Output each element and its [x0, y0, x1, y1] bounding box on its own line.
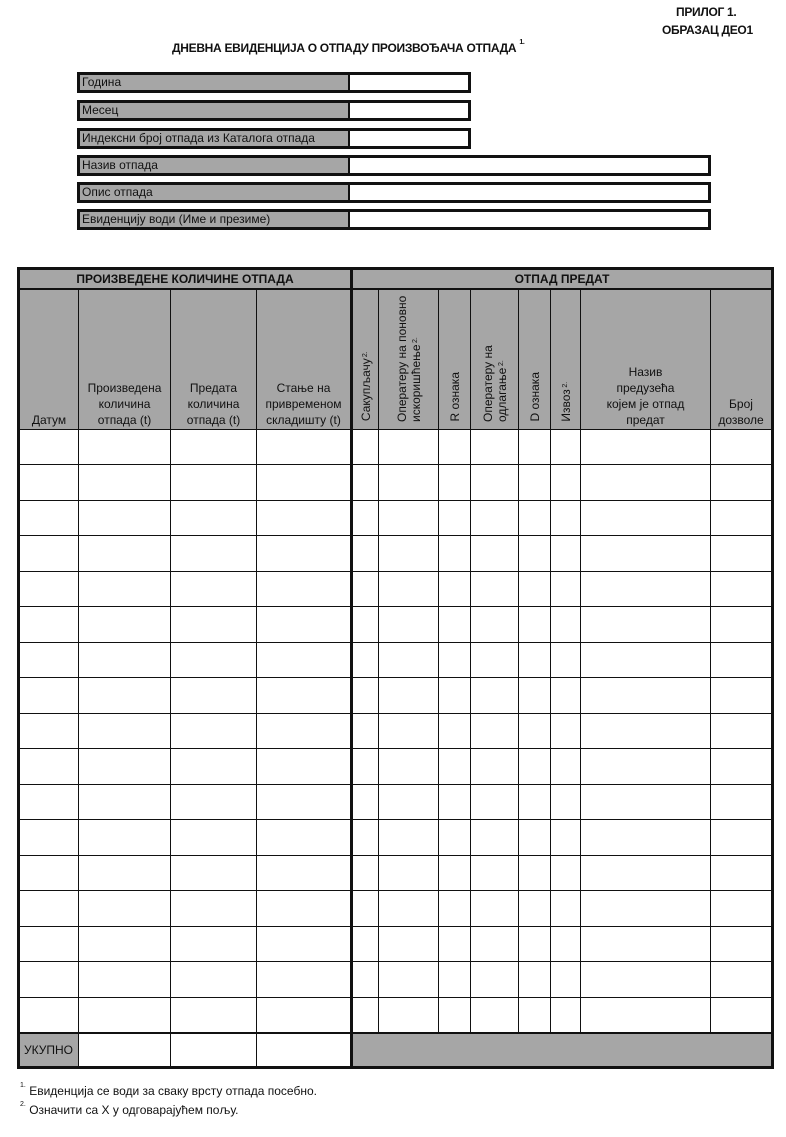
table-cell[interactable] [379, 429, 439, 465]
table-cell[interactable] [352, 500, 379, 536]
table-cell[interactable] [439, 429, 471, 465]
table-row [19, 500, 773, 536]
table-cell[interactable] [379, 749, 439, 785]
table-cell[interactable] [471, 926, 519, 962]
table-cell[interactable] [171, 926, 257, 962]
table-cell[interactable] [352, 855, 379, 891]
table-cell[interactable] [19, 855, 79, 891]
table-cell[interactable] [519, 926, 551, 962]
year-input[interactable] [350, 75, 468, 90]
footnote-1: $^{1.}$ Евиденција се води за сваку врсту отпада посебно. [20, 1082, 317, 1098]
table-cell[interactable] [551, 784, 581, 820]
table-cell[interactable] [257, 571, 352, 607]
table-cell[interactable] [19, 536, 79, 572]
index-input[interactable] [350, 131, 468, 146]
table-cell[interactable] [352, 997, 379, 1033]
table-cell[interactable] [19, 784, 79, 820]
table-cell[interactable] [519, 784, 551, 820]
col-collector: Сакупљачу $^{2.}$ [352, 289, 379, 430]
recorded-by-input[interactable] [350, 212, 708, 227]
table-cell[interactable] [581, 784, 711, 820]
table-cell[interactable] [257, 678, 352, 714]
month-input[interactable] [350, 103, 468, 118]
table-cell[interactable] [581, 642, 711, 678]
table-cell[interactable] [581, 820, 711, 856]
table-cell[interactable] [581, 607, 711, 643]
table-cell[interactable] [79, 678, 171, 714]
table-row [19, 607, 773, 643]
table-row [19, 678, 773, 714]
table-cell[interactable] [79, 997, 171, 1033]
table-cell[interactable] [379, 926, 439, 962]
table-cell[interactable] [711, 926, 773, 962]
table-cell[interactable] [551, 429, 581, 465]
table-cell[interactable] [471, 465, 519, 501]
table-cell[interactable] [581, 855, 711, 891]
table-cell[interactable] [19, 749, 79, 785]
table-cell[interactable] [439, 607, 471, 643]
table-cell[interactable] [551, 962, 581, 998]
table-cell[interactable] [519, 642, 551, 678]
table-row [19, 784, 773, 820]
table-cell[interactable] [551, 997, 581, 1033]
table-cell[interactable] [551, 571, 581, 607]
table-cell[interactable] [171, 500, 257, 536]
col-r-mark: R ознака [439, 289, 471, 430]
table-cell[interactable] [79, 713, 171, 749]
table-cell[interactable] [19, 997, 79, 1033]
table-cell[interactable] [352, 678, 379, 714]
page-title: ДНЕВНА ЕВИДЕНЦИЈА О ОТПАДУ ПРОИЗВОЂАЧА ОТПАДА $^{1.}$ [172, 39, 525, 55]
table-cell[interactable] [581, 678, 711, 714]
table-cell[interactable] [257, 997, 352, 1033]
table-cell[interactable] [19, 607, 79, 643]
table-row [19, 749, 773, 785]
table-cell[interactable] [439, 571, 471, 607]
table-cell[interactable] [471, 784, 519, 820]
table-cell[interactable] [352, 820, 379, 856]
field-waste-name [77, 155, 711, 176]
table-row [19, 891, 773, 927]
col-stock: Стање на привременом складишту (t) [257, 289, 352, 430]
group-header-produced: ПРОИЗВЕДЕНЕ КОЛИЧИНЕ ОТПАДА [19, 269, 352, 289]
table-cell[interactable] [551, 500, 581, 536]
table-cell[interactable] [379, 713, 439, 749]
total-blank [352, 1033, 773, 1068]
table-cell[interactable] [551, 749, 581, 785]
field-waste-description [77, 182, 711, 203]
total-stock-cell[interactable] [257, 1033, 352, 1068]
field-index [77, 128, 471, 149]
table-cell[interactable] [711, 642, 773, 678]
table-cell[interactable] [471, 500, 519, 536]
table-cell[interactable] [379, 571, 439, 607]
total-produced-cell[interactable] [79, 1033, 171, 1068]
table-cell[interactable] [711, 536, 773, 572]
table-cell[interactable] [19, 500, 79, 536]
table-cell[interactable] [171, 536, 257, 572]
field-month [77, 100, 471, 121]
table-cell[interactable] [551, 536, 581, 572]
table-cell[interactable] [171, 642, 257, 678]
table-cell[interactable] [171, 891, 257, 927]
table-cell[interactable] [711, 962, 773, 998]
table-cell[interactable] [551, 891, 581, 927]
table-cell[interactable] [519, 820, 551, 856]
table-cell[interactable] [379, 997, 439, 1033]
table-row [19, 536, 773, 572]
table-cell[interactable] [471, 536, 519, 572]
waste-log-table [17, 267, 774, 1069]
table-cell[interactable] [519, 536, 551, 572]
table-row [19, 642, 773, 678]
table-cell[interactable] [471, 962, 519, 998]
table-cell[interactable] [439, 642, 471, 678]
col-produced: Произведена количина отпада (t) [79, 289, 171, 430]
table-cell[interactable] [439, 784, 471, 820]
table-cell[interactable] [79, 749, 171, 785]
table-cell[interactable] [171, 784, 257, 820]
table-cell[interactable] [519, 713, 551, 749]
table-cell[interactable] [581, 891, 711, 927]
table-cell[interactable] [171, 962, 257, 998]
table-cell[interactable] [471, 820, 519, 856]
field-label: Опис отпада [80, 185, 350, 200]
table-cell[interactable] [519, 465, 551, 501]
table-cell[interactable] [439, 891, 471, 927]
table-cell[interactable] [257, 749, 352, 785]
table-cell[interactable] [581, 429, 711, 465]
footnote-2: $^{2.}$ Означити са X у одговарајућем пољу. [20, 1101, 239, 1117]
table-row [19, 997, 773, 1033]
table-cell[interactable] [79, 465, 171, 501]
table-cell[interactable] [519, 962, 551, 998]
table-cell[interactable] [581, 465, 711, 501]
table-cell[interactable] [19, 926, 79, 962]
table-cell[interactable] [352, 749, 379, 785]
table-cell[interactable] [581, 962, 711, 998]
table-cell[interactable] [711, 891, 773, 927]
table-cell[interactable] [171, 749, 257, 785]
table-cell[interactable] [581, 571, 711, 607]
table-cell[interactable] [19, 642, 79, 678]
table-cell[interactable] [79, 784, 171, 820]
table-cell[interactable] [79, 500, 171, 536]
field-year [77, 72, 471, 93]
table-cell[interactable] [379, 820, 439, 856]
table-cell[interactable] [171, 820, 257, 856]
table-cell[interactable] [171, 855, 257, 891]
table-cell[interactable] [551, 820, 581, 856]
field-label: Месец [80, 103, 350, 118]
table-cell[interactable] [471, 571, 519, 607]
table-cell[interactable] [439, 997, 471, 1033]
waste-name-input[interactable] [350, 158, 708, 173]
table-cell[interactable] [551, 855, 581, 891]
table-cell[interactable] [711, 571, 773, 607]
table-cell[interactable] [551, 926, 581, 962]
table-cell[interactable] [519, 429, 551, 465]
table-cell[interactable] [79, 962, 171, 998]
table-cell[interactable] [439, 962, 471, 998]
col-recovery: Оператеру на поновно искоришћење $^{2.}$ [379, 289, 439, 430]
col-d-mark: D ознака [519, 289, 551, 430]
table-cell[interactable] [471, 997, 519, 1033]
table-cell[interactable] [257, 784, 352, 820]
table-row [19, 962, 773, 998]
table-cell[interactable] [439, 465, 471, 501]
table-cell[interactable] [171, 571, 257, 607]
table-cell[interactable] [551, 465, 581, 501]
table-cell[interactable] [171, 997, 257, 1033]
table-cell[interactable] [439, 820, 471, 856]
field-label: Година [80, 75, 350, 90]
table-cell[interactable] [581, 926, 711, 962]
col-date: Датум [19, 289, 79, 430]
total-handed-cell[interactable] [171, 1033, 257, 1068]
table-cell[interactable] [379, 642, 439, 678]
table-cell[interactable] [519, 571, 551, 607]
table-row [19, 571, 773, 607]
table-cell[interactable] [352, 962, 379, 998]
table-cell[interactable] [171, 607, 257, 643]
table-cell[interactable] [439, 855, 471, 891]
table-cell[interactable] [551, 607, 581, 643]
table-cell[interactable] [439, 749, 471, 785]
table-cell[interactable] [352, 926, 379, 962]
form-code: ОБРАЗАЦ ДЕО1 [662, 23, 753, 37]
table-cell[interactable] [379, 962, 439, 998]
table-cell[interactable] [711, 500, 773, 536]
table-cell[interactable] [471, 749, 519, 785]
table-cell[interactable] [257, 713, 352, 749]
table-cell[interactable] [711, 784, 773, 820]
table-cell[interactable] [581, 713, 711, 749]
table-cell[interactable] [79, 429, 171, 465]
table-cell[interactable] [19, 678, 79, 714]
table-cell[interactable] [439, 500, 471, 536]
table-cell[interactable] [711, 607, 773, 643]
table-cell[interactable] [439, 926, 471, 962]
table-cell[interactable] [79, 571, 171, 607]
table-cell[interactable] [352, 891, 379, 927]
table-cell[interactable] [257, 429, 352, 465]
group-header-handed: ОТПАД ПРЕДАТ [352, 269, 773, 289]
total-label: УКУПНО [19, 1033, 79, 1068]
table-cell[interactable] [551, 678, 581, 714]
annex-label: ПРИЛОГ 1. [676, 5, 737, 19]
table-cell[interactable] [471, 607, 519, 643]
table-cell[interactable] [439, 713, 471, 749]
col-company: Назив предузећа којем је отпад предат [581, 289, 711, 430]
table-cell[interactable] [519, 997, 551, 1033]
col-export: Извоз $^{2.}$ [551, 289, 581, 430]
field-recorded-by [77, 209, 711, 230]
table-cell[interactable] [79, 926, 171, 962]
table-cell[interactable] [79, 642, 171, 678]
table-row [19, 429, 773, 465]
table-row [19, 713, 773, 749]
table-cell[interactable] [379, 536, 439, 572]
table-cell[interactable] [379, 500, 439, 536]
table-cell[interactable] [257, 820, 352, 856]
field-label: Назив отпада [80, 158, 350, 173]
table-cell[interactable] [581, 500, 711, 536]
table-cell[interactable] [352, 784, 379, 820]
table-cell[interactable] [519, 749, 551, 785]
table-cell[interactable] [581, 997, 711, 1033]
table-row [19, 926, 773, 962]
table-cell[interactable] [19, 962, 79, 998]
table-cell[interactable] [379, 891, 439, 927]
table-cell[interactable] [711, 678, 773, 714]
table-cell[interactable] [471, 642, 519, 678]
table-cell[interactable] [711, 713, 773, 749]
table-cell[interactable] [519, 678, 551, 714]
table-cell[interactable] [439, 536, 471, 572]
waste-description-input[interactable] [350, 185, 708, 200]
table-cell[interactable] [352, 713, 379, 749]
table-cell[interactable] [79, 536, 171, 572]
table-cell[interactable] [257, 607, 352, 643]
table-cell[interactable] [379, 855, 439, 891]
table-cell[interactable] [79, 855, 171, 891]
table-cell[interactable] [19, 713, 79, 749]
table-row [19, 820, 773, 856]
table-cell[interactable] [379, 678, 439, 714]
field-label: Индексни број отпада из Каталога отпада [80, 131, 350, 146]
table-cell[interactable] [19, 465, 79, 501]
table-cell[interactable] [379, 607, 439, 643]
table-cell[interactable] [171, 429, 257, 465]
table-cell[interactable] [352, 607, 379, 643]
table-cell[interactable] [257, 642, 352, 678]
table-cell[interactable] [471, 713, 519, 749]
table-cell[interactable] [19, 429, 79, 465]
table-cell[interactable] [19, 820, 79, 856]
table-cell[interactable] [257, 926, 352, 962]
table-cell[interactable] [257, 465, 352, 501]
table-cell[interactable] [711, 465, 773, 501]
table-cell[interactable] [79, 607, 171, 643]
table-cell[interactable] [471, 891, 519, 927]
table-cell[interactable] [471, 429, 519, 465]
table-row [19, 855, 773, 891]
table-cell[interactable] [581, 536, 711, 572]
table-cell[interactable] [19, 571, 79, 607]
table-cell[interactable] [711, 749, 773, 785]
table-cell[interactable] [581, 749, 711, 785]
table-cell[interactable] [519, 607, 551, 643]
table-cell[interactable] [711, 429, 773, 465]
table-cell[interactable] [711, 820, 773, 856]
table-cell[interactable] [352, 642, 379, 678]
col-permit: Број дозволе [711, 289, 773, 430]
table-cell[interactable] [711, 855, 773, 891]
col-disposal-label: Оператеру на одлагање [480, 344, 509, 422]
table-cell[interactable] [257, 500, 352, 536]
table-cell[interactable] [439, 678, 471, 714]
table-cell[interactable] [471, 855, 519, 891]
col-disposal: Оператеру на одлагање $^{2.}$ [471, 289, 519, 430]
table-cell[interactable] [257, 855, 352, 891]
table-cell[interactable] [171, 678, 257, 714]
table-cell[interactable] [519, 855, 551, 891]
table-cell[interactable] [19, 891, 79, 927]
table-cell[interactable] [519, 500, 551, 536]
table-cell[interactable] [257, 536, 352, 572]
table-cell[interactable] [551, 713, 581, 749]
table-cell[interactable] [257, 891, 352, 927]
table-cell[interactable] [171, 713, 257, 749]
table-cell[interactable] [352, 429, 379, 465]
table-cell[interactable] [379, 465, 439, 501]
table-cell[interactable] [519, 891, 551, 927]
table-cell[interactable] [352, 571, 379, 607]
col-handed: Предата количина отпада (t) [171, 289, 257, 430]
table-row [19, 465, 773, 501]
table-cell[interactable] [379, 784, 439, 820]
table-cell[interactable] [471, 678, 519, 714]
col-recovery-label: Оператеру на поновно искоришћење [394, 295, 423, 422]
table-cell[interactable] [352, 465, 379, 501]
table-cell[interactable] [711, 997, 773, 1033]
table-cell[interactable] [551, 642, 581, 678]
table-cell[interactable] [79, 891, 171, 927]
field-label: Евиденцију води (Име и презиме) [80, 212, 350, 227]
table-cell[interactable] [79, 820, 171, 856]
table-cell[interactable] [171, 465, 257, 501]
table-cell[interactable] [257, 962, 352, 998]
table-cell[interactable] [352, 536, 379, 572]
